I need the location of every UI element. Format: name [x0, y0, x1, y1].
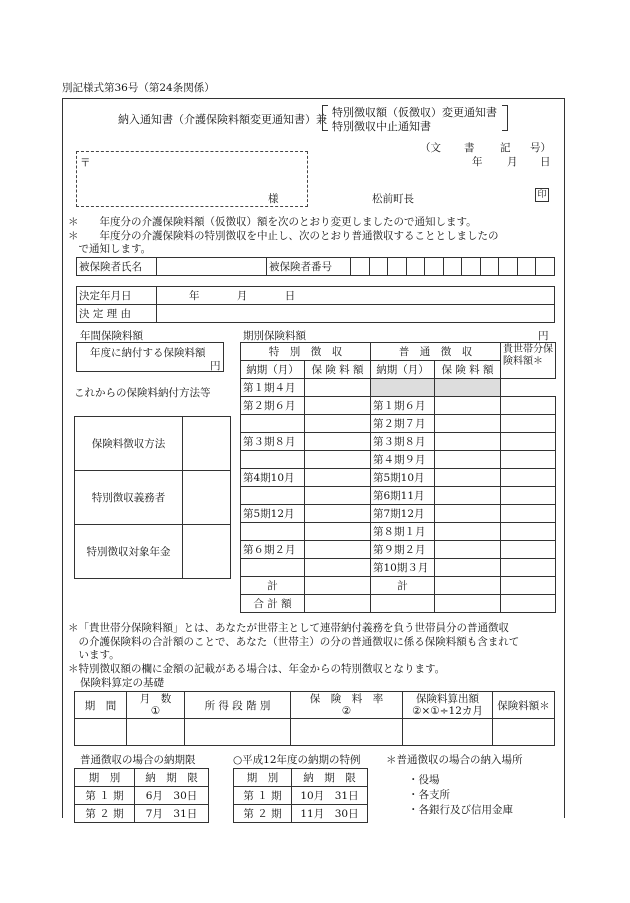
- special-h12-h2: 納 期 限: [292, 769, 368, 787]
- deadline-h2: 納 期 限: [135, 769, 209, 787]
- special-h12-h1: 期 別: [234, 769, 292, 787]
- bracket-left: [322, 105, 328, 131]
- insured-number-digit[interactable]: [517, 258, 536, 276]
- seal-mark: 印: [535, 188, 549, 202]
- footnote-3: います。: [68, 649, 120, 661]
- special-period-cell: 第5期12月: [241, 505, 305, 523]
- normal-amount-cell[interactable]: [435, 451, 501, 469]
- normal-period-cell: 第８期１月: [371, 523, 435, 541]
- normal-period-cell: 第5期10月: [371, 469, 435, 487]
- form-id: 別記様式第36号（第24条関係）: [62, 82, 215, 94]
- special-period-cell: 第１期４月: [241, 379, 305, 397]
- special-h12-date: 10月 31日: [292, 787, 368, 805]
- calc-h-months: 月 数 ①: [127, 692, 185, 719]
- doc-number-close: 号）: [530, 142, 551, 154]
- special-period-cell: [241, 415, 305, 433]
- insured-number-digit[interactable]: [499, 258, 518, 276]
- footnote-4: ＊特別徴収額の欄に金額の記載がある場合は、年金からの特別徴収となります。: [68, 663, 446, 675]
- annual-header: 年間保険料額: [80, 330, 143, 342]
- normal-period-cell: 第２期７月: [371, 415, 435, 433]
- notice-2-cont: で通知します。: [68, 243, 152, 255]
- total-label: 合 計 額: [241, 595, 305, 613]
- deadline-heading: 普通徴収の場合の納期限: [80, 754, 196, 766]
- doc-number-ki: 記: [500, 142, 511, 154]
- special-amount-cell[interactable]: [305, 559, 371, 577]
- normal-header: 普 通 徴 収: [371, 343, 501, 361]
- insured-number-digit[interactable]: [351, 258, 370, 276]
- normal-period-cell: 第３期８月: [371, 433, 435, 451]
- normal-amount-cell[interactable]: [435, 487, 501, 505]
- insured-number-digit[interactable]: [443, 258, 462, 276]
- insured-number-digit[interactable]: [388, 258, 407, 276]
- place-item: ・役場: [408, 774, 440, 786]
- special-period-cell: [241, 559, 305, 577]
- annual-sub: 年度に納付する保険料額: [90, 347, 206, 359]
- calc-cell[interactable]: [185, 719, 291, 746]
- insured-number-digit[interactable]: [406, 258, 425, 276]
- doc-number-open: （文: [420, 142, 441, 154]
- total-normal-value[interactable]: [371, 595, 435, 613]
- normal-amount-cell[interactable]: [435, 469, 501, 487]
- special-col-period: 納期（月）: [241, 361, 305, 379]
- method-row-value[interactable]: [183, 525, 231, 579]
- bracket-right: [502, 105, 508, 131]
- date-month: 月: [507, 156, 518, 168]
- household-amount-cell[interactable]: [501, 505, 556, 523]
- deadline-date: 6月 30日: [135, 787, 209, 805]
- normal-amount-cell[interactable]: [435, 523, 501, 541]
- special-h12-period: 第 １ 期: [234, 787, 292, 805]
- period-table: [240, 342, 556, 613]
- method-row-value[interactable]: [183, 417, 231, 471]
- normal-col-period: 納期（月）: [371, 361, 435, 379]
- period-yen: 円: [538, 330, 549, 342]
- place-item: ・各銀行及び信用金庫: [408, 804, 513, 816]
- special-period-cell: 第６期２月: [241, 541, 305, 559]
- special-amount-cell[interactable]: [305, 523, 371, 541]
- insured-name-label: 被保険者氏名: [77, 258, 157, 276]
- place-item: ・各支所: [408, 789, 450, 801]
- insured-number-digit[interactable]: [425, 258, 444, 276]
- annual-yen: 円: [210, 360, 221, 372]
- date-day: 日: [540, 156, 551, 168]
- insured-number-digit[interactable]: [480, 258, 499, 276]
- footnote-2: の介護保険料の合計額のことで、あなた（世帯主）の分の普通徴収に係る保険料額も含まれて: [68, 636, 520, 648]
- normal-amount-cell[interactable]: [435, 397, 501, 415]
- insured-table: [76, 257, 555, 276]
- normal-period-cell: 第１期６月: [371, 397, 435, 415]
- special-amount-cell[interactable]: [305, 379, 371, 397]
- normal-period-cell: 第９期２月: [371, 541, 435, 559]
- special-amount-cell[interactable]: [305, 541, 371, 559]
- addressee-sama: 様: [268, 193, 279, 205]
- normal-period-cell: [371, 379, 435, 397]
- special-amount-cell[interactable]: [305, 469, 371, 487]
- decision-table: [76, 286, 555, 323]
- decision-year: 年: [189, 290, 200, 302]
- decision-month: 月: [236, 290, 248, 302]
- household-amount-cell[interactable]: [501, 433, 556, 451]
- calc-table: [74, 691, 555, 746]
- decision-date-label: 決定年月日: [77, 287, 157, 305]
- decision-reason-value[interactable]: [157, 305, 555, 323]
- household-amount-cell[interactable]: [501, 487, 556, 505]
- special-period-cell: 第３期８月: [241, 433, 305, 451]
- total-normal-amount[interactable]: [435, 595, 501, 613]
- normal-col-amount: 保 険 料 額: [435, 361, 501, 379]
- deadline-date: 7月 31日: [135, 805, 209, 823]
- normal-sum-label: 計: [371, 577, 435, 595]
- notice-1: ＊ 年度分の介護保険料額（仮徴収）額を次のとおり変更しましたので通知します。: [68, 216, 477, 228]
- household-amount-cell[interactable]: [501, 559, 556, 577]
- insured-name-value[interactable]: [157, 258, 267, 276]
- insured-number-label: 被保険者番号: [267, 258, 351, 276]
- household-amount-cell[interactable]: [501, 415, 556, 433]
- special-sum-label: 計: [241, 577, 305, 595]
- insured-number-digit[interactable]: [536, 258, 555, 276]
- normal-amount-cell[interactable]: [435, 379, 501, 397]
- method-row-label: 特別徴収対象年金: [75, 525, 183, 579]
- method-row-label: 保険料徴収方法: [75, 417, 183, 471]
- special-period-cell: [241, 523, 305, 541]
- normal-sum-value[interactable]: [435, 577, 501, 595]
- issuer-name: 松前町長: [372, 193, 414, 205]
- normal-amount-cell[interactable]: [435, 505, 501, 523]
- special-amount-cell[interactable]: [305, 415, 371, 433]
- total-household-value[interactable]: [501, 595, 556, 613]
- special-period-cell: 第２期６月: [241, 397, 305, 415]
- title-option1: 特別徴収額（仮徴収）変更通知書: [332, 106, 497, 119]
- title-main: 納入通知書（介護保険料額変更通知書）兼: [118, 113, 327, 126]
- special-amount-cell[interactable]: [305, 451, 371, 469]
- special-period-cell: [241, 451, 305, 469]
- normal-amount-cell[interactable]: [435, 541, 501, 559]
- special-sum-value[interactable]: [305, 577, 371, 595]
- special-header: 特 別 徴 収: [241, 343, 371, 361]
- calc-cell[interactable]: [493, 719, 555, 746]
- method-row-value[interactable]: [183, 471, 231, 525]
- decision-reason-label: 決 定 理 由: [77, 305, 157, 323]
- calc-h-period: 期 間: [75, 692, 127, 719]
- method-row-label: 特別徴収義務者: [75, 471, 183, 525]
- deadline-table: [74, 768, 209, 823]
- special-amount-cell[interactable]: [305, 505, 371, 523]
- special-h12-date: 11月 30日: [292, 805, 368, 823]
- special-col-amount: 保 険 料 額: [305, 361, 371, 379]
- normal-period-cell: 第6期11月: [371, 487, 435, 505]
- household-amount-cell[interactable]: [501, 397, 556, 415]
- deadline-period: 第 １ 期: [75, 787, 135, 805]
- household-amount-cell[interactable]: [501, 523, 556, 541]
- household-amount-cell[interactable]: [501, 469, 556, 487]
- special-period-cell: [241, 487, 305, 505]
- deadline-h1: 期 別: [75, 769, 135, 787]
- normal-amount-cell[interactable]: [435, 415, 501, 433]
- method-heading: これからの保険料納付方法等: [74, 387, 211, 399]
- calc-cell[interactable]: [291, 719, 403, 746]
- special-amount-cell[interactable]: [305, 397, 371, 415]
- footnote-1: ＊「貴世帯分保険料額」とは、あなたが世帯主として連帯納付義務を負う世帯員分の普通徴収: [68, 622, 509, 634]
- title-option2: 特別徴収中止通知書: [332, 120, 431, 133]
- special-h12-table: [233, 768, 368, 823]
- notice-2: ＊ 年度分の介護保険料の特別徴収を中止し、次のとおり普通徴収することとしましたの: [68, 230, 499, 242]
- household-header: 貴世帯分保険料額＊: [501, 343, 556, 379]
- calc-cell[interactable]: [127, 719, 185, 746]
- household-amount-cell[interactable]: [501, 451, 556, 469]
- special-h12-heading: ○平成12年度の納期の特例: [233, 754, 361, 766]
- calc-heading: 保険料算定の基礎: [80, 677, 164, 689]
- calc-cell[interactable]: [75, 719, 127, 746]
- calc-h-rate: 保 険 料 率 ②: [291, 692, 403, 719]
- method-table: [74, 416, 231, 579]
- normal-amount-cell[interactable]: [435, 433, 501, 451]
- household-amount-cell[interactable]: [501, 541, 556, 559]
- insured-number-digit[interactable]: [462, 258, 481, 276]
- special-amount-cell[interactable]: [305, 487, 371, 505]
- calc-cell[interactable]: [403, 719, 493, 746]
- normal-amount-cell[interactable]: [435, 559, 501, 577]
- doc-number-sho: 書: [464, 142, 475, 154]
- special-amount-cell[interactable]: [305, 433, 371, 451]
- normal-period-cell: 第10期３月: [371, 559, 435, 577]
- deadline-period: 第 ２ 期: [75, 805, 135, 823]
- special-period-cell: 第4期10月: [241, 469, 305, 487]
- period-header: 期別保険料額: [243, 330, 306, 342]
- insured-number-digit[interactable]: [369, 258, 388, 276]
- calc-h-amount: 保険料額＊: [493, 692, 555, 719]
- normal-period-cell: 第7期12月: [371, 505, 435, 523]
- decision-day: 日: [284, 290, 296, 302]
- places-heading: ＊普通徴収の場合の納入場所: [386, 754, 523, 766]
- household-sum-value[interactable]: [501, 577, 556, 595]
- calc-h-calc: 保険料算出額 ②×①÷12カ月: [403, 692, 493, 719]
- postal-mark: 〒: [80, 157, 91, 169]
- total-special-value[interactable]: [305, 595, 371, 613]
- decision-date-value[interactable]: [157, 287, 555, 305]
- calc-h-income: 所 得 段 階 別: [185, 692, 291, 719]
- special-h12-period: 第 ２ 期: [234, 805, 292, 823]
- date-year: 年: [472, 156, 483, 168]
- normal-period-cell: 第４期９月: [371, 451, 435, 469]
